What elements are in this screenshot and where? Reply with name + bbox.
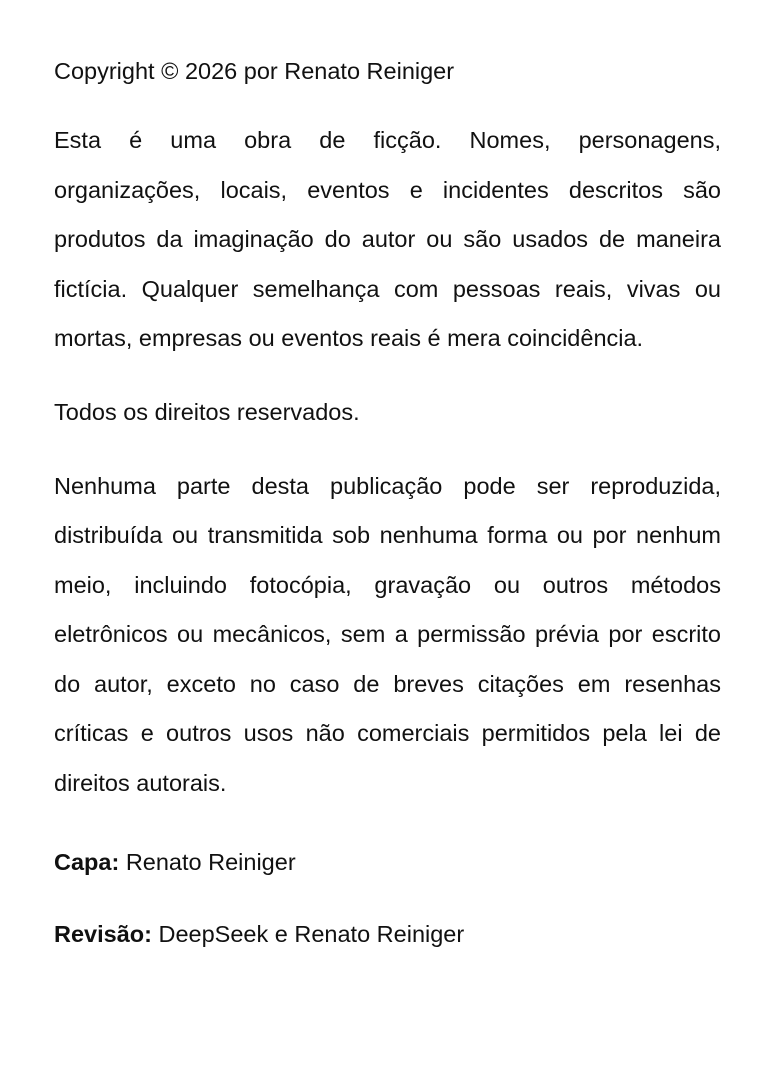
reproduction-notice-paragraph: Nenhuma parte desta publicação pode ser reproduzida, distribuída ou transmitida sob nenhuma forma ou por nenhum meio, incluindo fotocópia, gravação ou outros métodos eletrônicos ou mecânicos, sem a permissão prévia por escrito do autor, exceto no caso de breves citações em resenhas críticas e outros usos não comerciais permitidos pela lei de direitos autorais. [54, 472, 721, 796]
cover-credit [54, 841, 721, 883]
copyright-page [54, 50, 721, 955]
rights-reserved-line: Todos os direitos reservados. [54, 398, 360, 425]
revision-credit [54, 913, 721, 955]
revision-credit-label: Revisão: [54, 921, 152, 947]
copyright-line: Copyright © 2026 por Renato Reiniger [54, 58, 455, 84]
revision-credit-value: DeepSeek e Renato Reiniger [151, 921, 465, 947]
fiction-notice-paragraph: Esta é uma obra de ficção. Nomes, personagens, organizações, locais, eventos e incidentes descritos são produtos da imaginação do autor ou são usados de maneira fictícia. Qualquer semelhança com pessoas reais, vivas ou mortas, empresas ou eventos reais é mera coincidência. [54, 127, 721, 351]
cover-credit-label: Capa: [54, 849, 120, 875]
cover-credit-value: Renato Reiniger [119, 849, 296, 875]
